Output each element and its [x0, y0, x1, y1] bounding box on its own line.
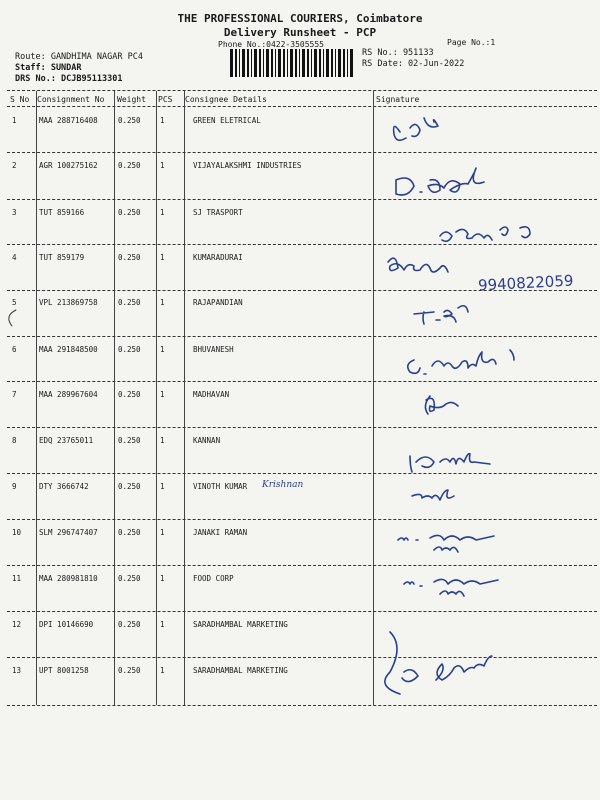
row-weight: 0.250 — [118, 116, 141, 125]
row-pcs: 1 — [160, 528, 165, 537]
row-consignee: KUMARADURAI — [193, 253, 243, 262]
row-consignee: SARADHAMBAL MARKETING — [193, 666, 288, 675]
row-consignment: DTY 3666742 — [39, 482, 89, 491]
barcode-bar — [335, 49, 336, 77]
row-rule — [7, 473, 597, 474]
row-weight: 0.250 — [118, 298, 141, 307]
barcode-bar — [235, 49, 237, 77]
row-rule — [7, 611, 597, 612]
barcode-bar — [347, 49, 348, 77]
row-consignment: TUT 859179 — [39, 253, 85, 262]
row-consignee: MADHAVAN — [193, 390, 230, 399]
row-consignee: VINOTH KUMAR — [193, 482, 248, 491]
row-pcs: 1 — [160, 253, 165, 262]
barcode-bar — [350, 49, 353, 77]
barcode-bar — [338, 49, 341, 77]
row-sno: 1 — [12, 116, 17, 125]
row-weight: 0.250 — [118, 574, 141, 583]
row-consignment: UPT 8001258 — [39, 666, 89, 675]
barcode-bar — [254, 49, 257, 77]
row-consignee: KANNAN — [193, 436, 221, 445]
row-sno: 7 — [12, 390, 17, 399]
barcode-bar — [343, 49, 345, 77]
company-title: THE PROFESSIONAL COURIERS, Coimbatore — [177, 12, 423, 25]
row-consignee: FOOD CORP — [193, 574, 234, 583]
row-sno: 8 — [12, 436, 17, 445]
row-rule — [7, 336, 597, 337]
row-weight: 0.250 — [118, 161, 141, 170]
row-consignment: MAA 289967604 — [39, 390, 98, 399]
row-sno: 4 — [12, 253, 17, 262]
row-weight: 0.250 — [118, 666, 141, 675]
barcode-bar — [278, 49, 281, 77]
barcode-bar — [295, 49, 297, 77]
barcode-bar — [311, 49, 312, 77]
col-header-consignment: Consignment No — [37, 95, 105, 104]
row-rule — [7, 152, 597, 153]
barcode-bar — [230, 49, 233, 77]
barcode-bar — [283, 49, 285, 77]
table-row — [0, 664, 600, 709]
row-sno: 12 — [12, 620, 22, 629]
row-weight: 0.250 — [118, 528, 141, 537]
table-header-rule — [7, 106, 597, 107]
row-pcs: 1 — [160, 116, 165, 125]
drs-number: DRS No.: DCJB95113301 — [15, 74, 123, 84]
barcode-bar — [307, 49, 309, 77]
row-consignment: MAA 280981810 — [39, 574, 98, 583]
runsheet-title: Delivery Runsheet - PCP — [223, 26, 377, 39]
col-header-pcs: PCS — [158, 95, 173, 104]
row-consignment: AGR 100275162 — [39, 161, 98, 170]
row-consignee: RAJAPANDIAN — [193, 298, 243, 307]
row-pcs: 1 — [160, 482, 165, 491]
barcode-bar — [314, 49, 317, 77]
barcode-bar — [239, 49, 240, 77]
row-pcs: 1 — [160, 436, 165, 445]
row-pcs: 1 — [160, 574, 165, 583]
col-header-sno: S No — [10, 95, 30, 104]
barcode-bar — [299, 49, 300, 77]
barcode-bar — [266, 49, 269, 77]
barcode-bar — [319, 49, 321, 77]
row-consignee: SARADHAMBAL MARKETING — [193, 620, 288, 629]
row-consignee: GREEN ELETRICAL — [193, 116, 261, 125]
row-weight: 0.250 — [118, 345, 141, 354]
row-pcs: 1 — [160, 208, 165, 217]
row-consignment: MAA 291848500 — [39, 345, 98, 354]
row-consignment: DPI 10146690 — [39, 620, 94, 629]
row-weight: 0.250 — [118, 482, 141, 491]
row-sno: 13 — [12, 666, 22, 675]
barcode-bar — [242, 49, 245, 77]
barcode-bar — [247, 49, 249, 77]
barcode-bar — [290, 49, 293, 77]
rs-number: RS No.: 951133 — [362, 48, 434, 58]
row-rule — [7, 705, 597, 706]
table-row — [0, 296, 600, 341]
row-consignment: SLM 296747407 — [39, 528, 98, 537]
row-sno: 3 — [12, 208, 17, 217]
barcode-bar — [331, 49, 333, 77]
staff-label: Staff: SUNDAR — [15, 63, 82, 73]
barcode-bar — [323, 49, 324, 77]
barcode-bar — [259, 49, 261, 77]
row-weight: 0.250 — [118, 390, 141, 399]
row-sno: 5 — [12, 298, 17, 307]
table-top-rule — [7, 90, 597, 91]
barcode-bar — [275, 49, 276, 77]
barcode-bar — [251, 49, 252, 77]
row-weight: 0.250 — [118, 253, 141, 262]
row-rule — [7, 199, 597, 200]
handwritten-correction: Krishnan — [262, 480, 304, 490]
phone-number: Phone No.:0422-3505555 — [218, 40, 324, 49]
row-consignee: VIJAYALAKSHMI INDUSTRIES — [193, 161, 302, 170]
row-consignment: VPL 213869758 — [39, 298, 98, 307]
row-sno: 2 — [12, 161, 17, 170]
row-sno: 11 — [12, 574, 22, 583]
row-pcs: 1 — [160, 390, 165, 399]
barcode-bar — [302, 49, 305, 77]
row-consignee: SJ TRASPORT — [193, 208, 243, 217]
row-sno: 10 — [12, 528, 22, 537]
rs-date: RS Date: 02-Jun-2022 — [362, 59, 465, 69]
col-header-signature: Signature — [376, 95, 420, 104]
row-consignment: TUT 859166 — [39, 208, 85, 217]
row-consignee: JANAKI RAMAN — [193, 528, 248, 537]
col-header-consignee: Consignee Details — [185, 95, 267, 104]
row-pcs: 1 — [160, 298, 165, 307]
page-number: Page No.:1 — [447, 38, 496, 47]
row-weight: 0.250 — [118, 208, 141, 217]
row-consignment: EDQ 23765011 — [39, 436, 94, 445]
row-sno: 6 — [12, 345, 17, 354]
row-pcs: 1 — [160, 666, 165, 675]
row-rule — [7, 565, 597, 566]
table-row — [0, 159, 600, 204]
route-label: Route: GANDHIMA NAGAR PC4 — [15, 52, 143, 62]
barcode-bar — [287, 49, 288, 77]
row-pcs: 1 — [160, 161, 165, 170]
row-rule — [7, 381, 597, 382]
row-rule — [7, 427, 597, 428]
row-sno: 9 — [12, 482, 17, 491]
row-weight: 0.250 — [118, 620, 141, 629]
handwritten-phone: 9940822059 — [477, 271, 574, 295]
row-pcs: 1 — [160, 620, 165, 629]
barcode-bar — [326, 49, 329, 77]
row-weight: 0.250 — [118, 436, 141, 445]
row-consignee: BHUVANESH — [193, 345, 234, 354]
row-rule — [7, 657, 597, 658]
row-rule — [7, 519, 597, 520]
col-header-weight: Weight — [117, 95, 146, 104]
row-rule — [7, 244, 597, 245]
row-pcs: 1 — [160, 345, 165, 354]
barcode-bar — [271, 49, 273, 77]
barcode-bar — [263, 49, 264, 77]
barcode — [230, 49, 356, 77]
row-consignment: MAA 288716408 — [39, 116, 98, 125]
